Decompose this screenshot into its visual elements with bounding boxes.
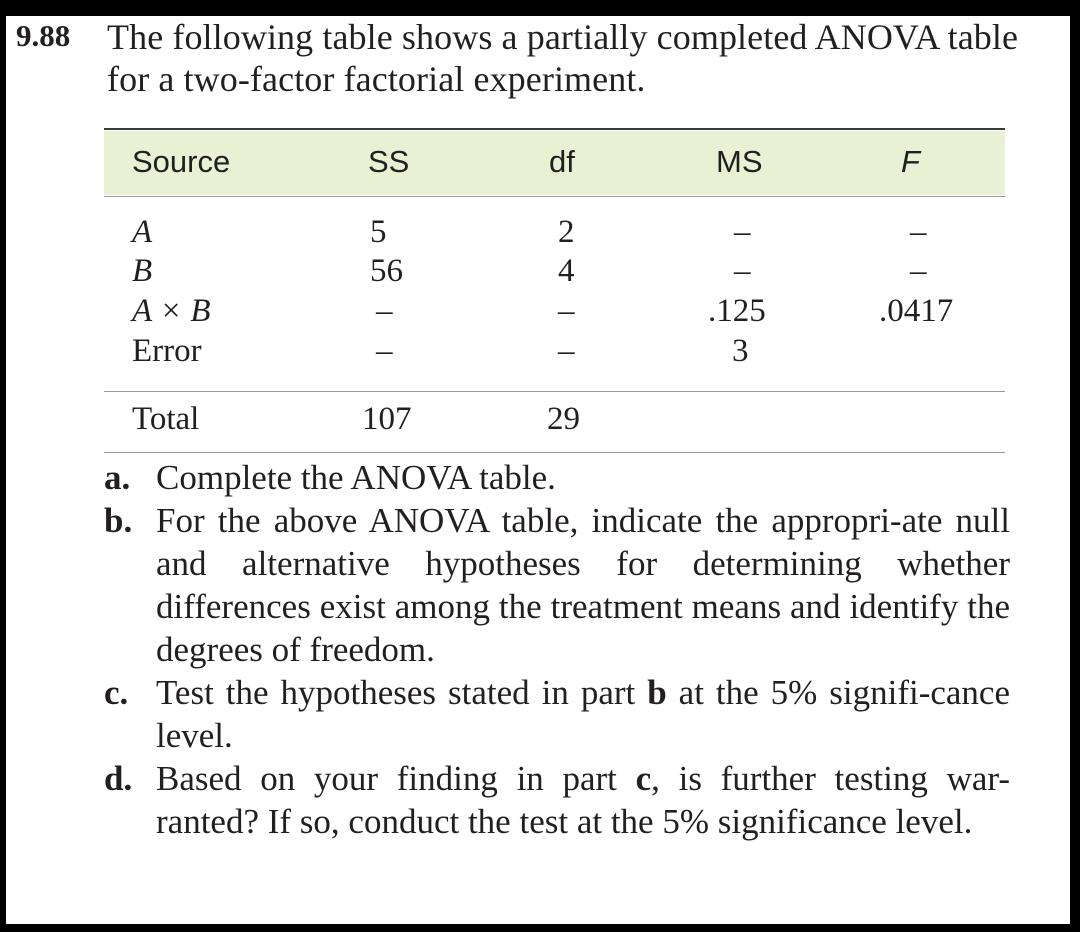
header-f: F: [901, 144, 920, 179]
row-b-ss: 56: [370, 253, 403, 289]
row-total-source: Total: [132, 401, 200, 437]
row-axb-ss: –: [376, 293, 393, 329]
part-d-ref: c: [635, 759, 652, 798]
table-top-rule: [104, 128, 1005, 130]
part-d-letter: d.: [104, 759, 133, 798]
problem-statement: The following table shows a partially completed ANOVA table for a two-factor factorial experiment.: [107, 17, 1019, 99]
table-bottom-rule: [104, 452, 1005, 453]
part-c-ref: b: [647, 673, 667, 712]
row-a-source: A: [132, 214, 153, 250]
part-d-text-post: , is further testing war-ranted? If so, conduct the test at the 5% significance level.: [156, 759, 1010, 841]
part-c-letter: c.: [104, 673, 129, 712]
row-total-df: 29: [547, 401, 580, 437]
row-b-source: B: [132, 253, 153, 289]
header-rule: [104, 196, 1005, 197]
row-axb-f: .0417: [879, 293, 954, 329]
row-a-ss: 5: [370, 214, 387, 250]
row-b-df: 4: [558, 253, 575, 289]
part-d-text-pre: Based on your finding in part: [156, 759, 636, 798]
part-b-letter: b.: [104, 501, 133, 540]
row-b-ms: –: [734, 253, 751, 289]
part-a: [104, 456, 1010, 499]
row-axb-df: –: [558, 293, 575, 329]
part-c-text-post: at the 5% signifi-cance level.: [156, 673, 1010, 755]
row-b-f: –: [910, 253, 927, 289]
exercise-parts: [104, 456, 1010, 843]
row-total-ss: 107: [362, 401, 412, 437]
problem-number: 9.88: [16, 18, 71, 53]
row-axb-ms: .125: [708, 293, 766, 329]
part-d: [104, 757, 1010, 843]
row-a-df: 2: [558, 214, 575, 250]
row-error-df: –: [558, 333, 575, 369]
row-a-ms: –: [734, 214, 751, 250]
part-c: [104, 671, 1010, 757]
total-rule: [104, 391, 1005, 392]
textbook-page: [6, 16, 1070, 924]
header-df: df: [549, 144, 575, 179]
part-b-text: For the above ANOVA table, indicate the appropri-ate null and alternative hypotheses for determining whether differences exist among the treatment means and identify the degrees of freedom.: [156, 501, 1010, 669]
row-error-ss: –: [376, 333, 393, 369]
header-ss: SS: [368, 144, 410, 179]
part-a-letter: a.: [104, 458, 131, 497]
row-a-f: –: [910, 214, 927, 250]
row-error-ms: 3: [732, 333, 749, 369]
part-c-text-pre: Test the hypotheses stated in part: [156, 673, 648, 712]
part-b: [104, 499, 1010, 671]
header-ms: MS: [716, 144, 763, 179]
part-a-text: Complete the ANOVA table.: [156, 458, 556, 497]
row-axb-source: A × B: [132, 293, 211, 329]
row-error-source: Error: [132, 333, 202, 369]
table-header-row: [104, 131, 1005, 195]
header-source: Source: [132, 144, 231, 179]
